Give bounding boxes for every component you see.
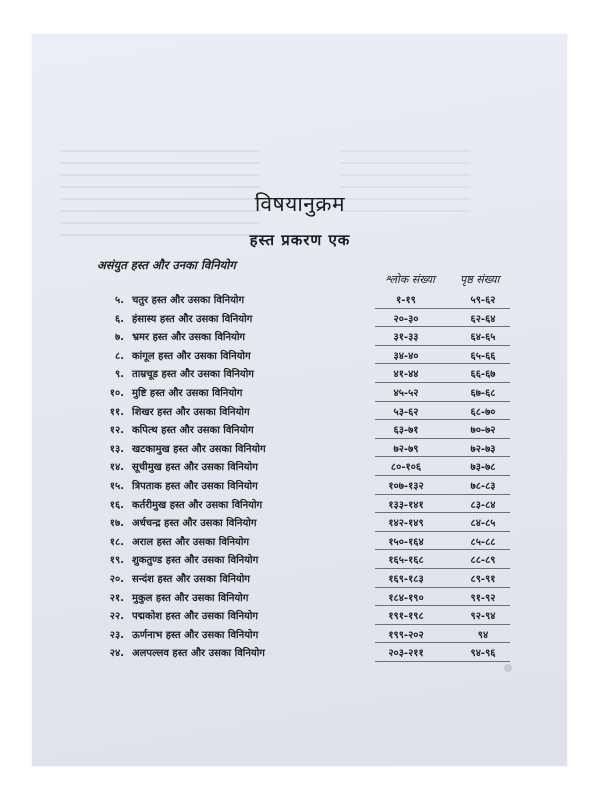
shloka-underline — [375, 549, 462, 550]
contents-row — [0, 515, 600, 534]
entry-number: ९. — [115, 369, 124, 381]
contents-row — [0, 497, 600, 516]
entry-title: सन्दंश हस्त और उसका विनियोग — [132, 573, 250, 585]
entry-number: ११. — [109, 406, 124, 418]
page-underline — [458, 642, 510, 643]
entry-page-range: ८४-८५ — [470, 518, 496, 530]
entry-title: कांगूल हस्त और उसका विनियोग — [132, 350, 251, 362]
entry-number: ६. — [115, 313, 124, 325]
shloka-underline — [375, 419, 462, 420]
contents-row — [0, 422, 600, 441]
entry-title: शिखर हस्त और उसका विनियोग — [132, 406, 250, 418]
entry-shloka-range: १०७-१३२ — [388, 480, 424, 492]
entry-number: १९. — [109, 555, 124, 567]
entry-title: कर्तरीमुख हस्त और उसका विनियोग — [132, 499, 263, 511]
entry-number: २०. — [109, 573, 124, 585]
contents-row — [0, 292, 600, 311]
contents-row — [0, 311, 600, 330]
entry-page-range: ९४-९६ — [470, 648, 496, 660]
contents-row — [0, 348, 600, 367]
page-underline — [458, 605, 510, 606]
entry-title: खटकामुख हस्त और उसका विनियोग — [132, 443, 266, 455]
entry-page-range: ८३-८४ — [470, 499, 496, 511]
entry-page-range: ९२-९४ — [470, 611, 496, 623]
entry-page-range: ७०-७२ — [470, 425, 496, 437]
shloka-underline — [375, 512, 462, 513]
entry-number: १४. — [109, 462, 124, 474]
contents-row — [0, 534, 600, 553]
contents-row — [0, 329, 600, 348]
shloka-underline — [375, 438, 462, 439]
page-underline — [458, 568, 510, 569]
page-underline — [458, 326, 510, 327]
entry-page-range: ५९-६२ — [470, 295, 496, 306]
entry-title: मुकुल हस्त और उसका विनियोग — [132, 592, 249, 604]
shloka-underline — [375, 624, 462, 625]
entry-title: चतुर हस्त और उसका विनियोग — [132, 295, 245, 306]
page-underline — [458, 363, 510, 364]
shloka-underline — [375, 308, 462, 309]
entry-shloka-range: १९९-२०२ — [388, 629, 424, 641]
contents-row — [0, 608, 600, 627]
entry-shloka-range: ५३-६२ — [393, 406, 419, 418]
entry-number: १२. — [109, 425, 124, 437]
page-underline — [458, 549, 510, 550]
entry-shloka-range: ४१-४४ — [393, 369, 419, 381]
entry-title: अराल हस्त और उसका विनियोग — [132, 536, 250, 548]
entry-page-range: ७२-७३ — [470, 443, 496, 455]
page-underline — [458, 475, 510, 476]
entry-shloka-range: १५०-१६४ — [388, 536, 424, 548]
entry-number: २४. — [109, 648, 124, 660]
shloka-underline — [375, 363, 462, 364]
page-underline — [458, 382, 510, 383]
entry-number: ५. — [115, 295, 124, 306]
entry-shloka-range: १९१-१९८ — [388, 611, 424, 623]
entry-number: २१. — [109, 592, 124, 604]
shloka-underline — [375, 382, 462, 383]
contents-row — [0, 627, 600, 646]
entry-number: ७. — [115, 332, 124, 344]
entry-number: १६. — [109, 499, 124, 511]
shloka-underline — [375, 456, 462, 457]
entry-shloka-range: १६९-१८३ — [388, 573, 424, 585]
shloka-underline — [375, 345, 462, 346]
entry-title: ताम्रचूड हस्त और उसका विनियोग — [132, 369, 254, 381]
contents-row — [0, 366, 600, 385]
entry-title: पद्मकोश हस्त और उसका विनियोग — [132, 611, 259, 623]
page-underline — [458, 419, 510, 420]
shloka-underline — [375, 401, 462, 402]
contents-row — [0, 478, 600, 497]
page-underline — [458, 456, 510, 457]
section-heading: असंयुत हस्त और उनका विनियोग — [97, 258, 236, 272]
entry-number: १८. — [109, 536, 124, 548]
contents-row — [0, 459, 600, 478]
entry-number: २३. — [109, 629, 124, 641]
entry-page-range: ८५-८८ — [470, 536, 496, 548]
page-underline — [458, 438, 510, 439]
entry-shloka-range: २०३-२११ — [388, 648, 424, 660]
contents-row — [0, 590, 600, 609]
page-underline — [458, 531, 510, 532]
entry-page-range: ६२-६४ — [470, 313, 496, 325]
page-underline — [458, 661, 510, 662]
contents-row — [0, 552, 600, 571]
contents-row — [0, 645, 600, 664]
shloka-underline — [375, 587, 462, 588]
entry-page-range: ६७-६८ — [470, 387, 496, 399]
entry-number: १७. — [109, 518, 124, 530]
entry-page-range: ६८-७० — [470, 406, 496, 418]
entry-title: अलपल्लव हस्त और उसका विनियोग — [132, 648, 265, 660]
shloka-underline — [375, 531, 462, 532]
shloka-underline — [375, 605, 462, 606]
entry-page-range: ८९-९१ — [470, 573, 496, 585]
page-speck — [504, 664, 512, 672]
entry-page-range: ८८-८९ — [470, 555, 496, 567]
contents-row — [0, 404, 600, 423]
entry-shloka-range: १-१९ — [396, 295, 416, 306]
page-underline — [458, 345, 510, 346]
entry-number: १०. — [109, 387, 124, 399]
page-title: विषयानुक्रम — [254, 192, 346, 216]
page-underline — [458, 494, 510, 495]
page-underline — [458, 401, 510, 402]
entry-title: सूचीमुख हस्त और उसका विनियोग — [132, 462, 258, 474]
shloka-underline — [375, 642, 462, 643]
page-underline — [458, 624, 510, 625]
entry-number: १३. — [109, 443, 124, 455]
page-underline — [458, 308, 510, 309]
entry-title: मुष्टि हस्त और उसका विनियोग — [132, 387, 243, 399]
entry-number: २२. — [109, 611, 124, 623]
entry-page-range: ९१-९२ — [470, 592, 496, 604]
page-underline — [458, 512, 510, 513]
entry-shloka-range: ८०-१०६ — [390, 462, 422, 474]
shloka-underline — [375, 568, 462, 569]
entry-shloka-range: ३१-३३ — [393, 332, 419, 344]
entry-shloka-range: ४५-५२ — [393, 387, 419, 399]
entry-title: अर्धचन्द्र हस्त और उसका विनियोग — [132, 518, 257, 530]
entry-shloka-range: १६५-१६८ — [388, 555, 424, 567]
entry-number: १५. — [109, 480, 124, 492]
entry-shloka-range: २०-३० — [393, 313, 419, 325]
entry-shloka-range: ७२-७९ — [393, 443, 419, 455]
entry-title: ऊर्णनाभ हस्त और उसका विनियोग — [132, 629, 259, 641]
column-header-page: पृष्ठ संख्या — [460, 273, 500, 286]
entry-shloka-range: १३३-१४१ — [388, 499, 424, 511]
contents-row — [0, 571, 600, 590]
entry-shloka-range: १४२-१४९ — [388, 518, 424, 530]
shloka-underline — [375, 475, 462, 476]
contents-list — [0, 292, 600, 664]
entry-title: हंसास्य हस्त और उसका विनियोग — [132, 313, 253, 325]
entry-shloka-range: ३४-४० — [393, 350, 419, 362]
shloka-underline — [375, 494, 462, 495]
shloka-underline — [375, 661, 462, 662]
column-header-shloka: श्लोक संख्या — [385, 273, 435, 286]
entry-title: भ्रमर हस्त और उसका विनियोग — [132, 332, 246, 344]
entry-shloka-range: ६३-७१ — [393, 425, 419, 437]
entry-shloka-range: १८४-१९० — [388, 592, 424, 604]
contents-row — [0, 385, 600, 404]
entry-title: कपित्थ हस्त और उसका विनियोग — [132, 425, 254, 437]
entry-page-range: ७८-८३ — [470, 480, 496, 492]
entry-title: शुकतुण्ड हस्त और उसका विनियोग — [132, 555, 259, 567]
entry-page-range: ६४-६५ — [470, 332, 496, 344]
shloka-underline — [375, 326, 462, 327]
contents-row — [0, 441, 600, 460]
chapter-subtitle: हस्त प्रकरण एक — [249, 231, 351, 249]
entry-page-range: ७३-७८ — [470, 462, 496, 474]
entry-page-range: ६६-६७ — [470, 369, 496, 381]
page-underline — [458, 587, 510, 588]
entry-number: ८. — [115, 350, 124, 362]
entry-page-range: ९४ — [477, 629, 489, 641]
entry-title: त्रिपताक हस्त और उसका विनियोग — [132, 480, 258, 492]
entry-page-range: ६५-६६ — [470, 350, 496, 362]
